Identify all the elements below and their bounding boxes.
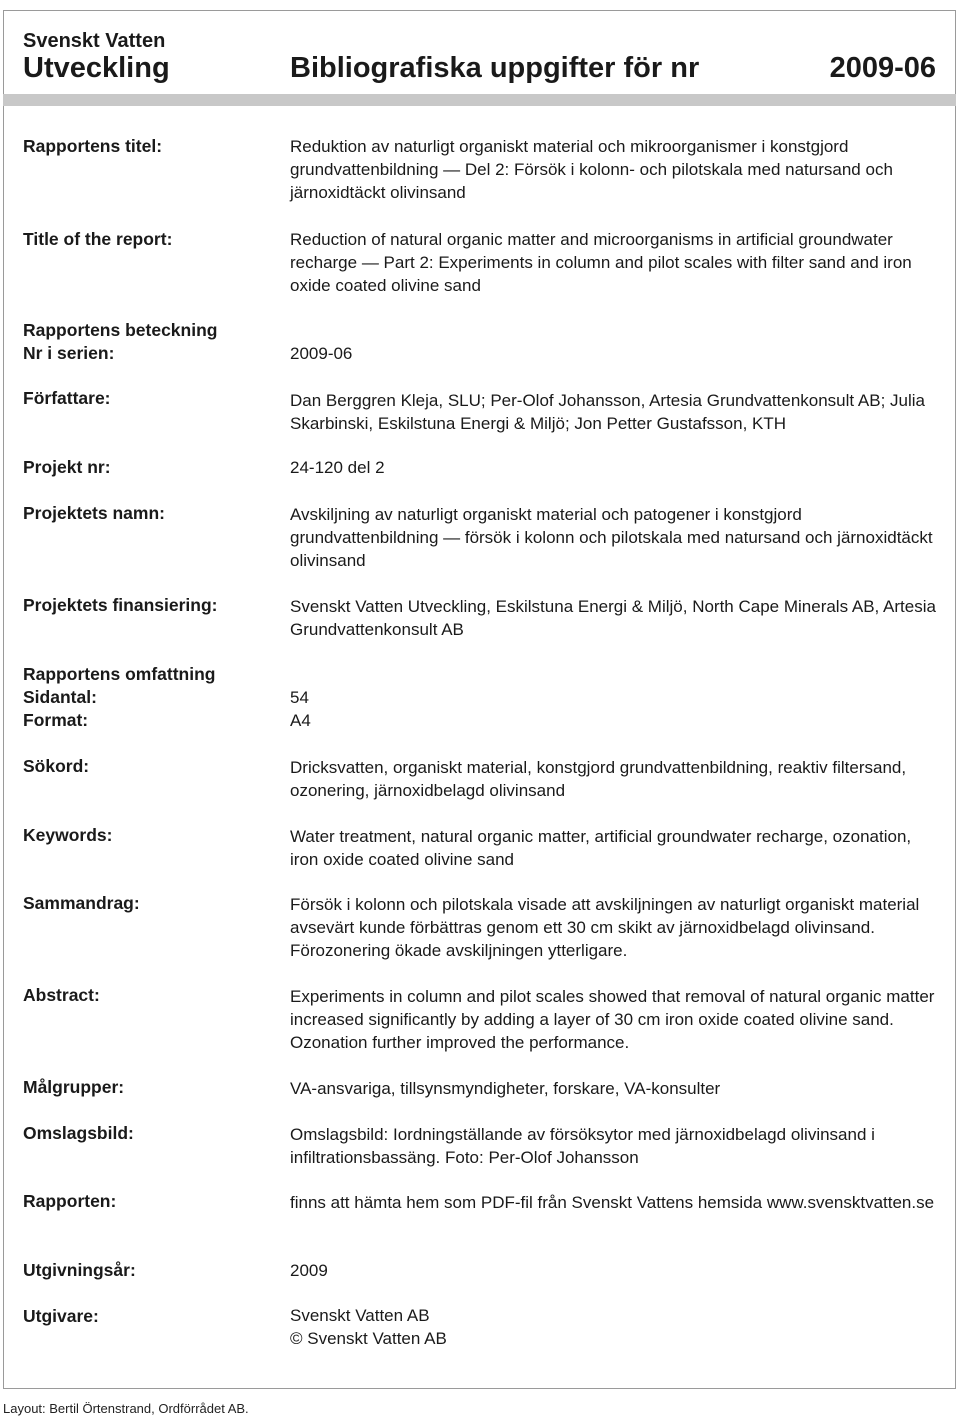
format-label: Format:: [23, 710, 89, 730]
malgrupper-value: VA-ansvariga, tillsynsmyndigheter, forskare, VA-konsulter: [290, 1079, 721, 1098]
format-value: A4: [290, 711, 311, 730]
sidantal-value: 54: [290, 688, 309, 707]
abstract-value: Experiments in column and pilot scales showed that removal of natural organic matter increased significantly by adding a layer of 30 cm iron oxide coated olivine sand. Ozonation further improved the performance.: [290, 987, 935, 1052]
rapportens-titel-value: Reduktion av naturligt organiskt material och mikroorganismer i konstgjord grundvattenbildning — Del 2: Försök i kolonn- och pilotskala med natursand och järnoxidtäckt olivinsand: [290, 137, 893, 202]
forfattare-label: Författare:: [23, 388, 111, 408]
nr-i-serien-value: 2009-06: [290, 344, 353, 363]
forfattare-value: Dan Berggren Kleja, SLU; Per-Olof Johansson, Artesia Grundvattenkonsult AB; Julia Skarbinski, Eskilstuna Energi & Miljö; Jon Petter Gustafsson, KTH: [290, 391, 926, 433]
rapporten-value: finns att hämta hem som PDF-fil från Svenskt Vattens hemsida www.svensktvatten.se: [290, 1193, 935, 1212]
projektets-namn-value: Avskiljning av naturligt organiskt material och patogener i konstgjord grundvattenbildning — försök i kolonn och pilotskala med natursand och järnoxidtäckt olivinsand: [290, 505, 933, 570]
page-frame: [3, 10, 956, 1389]
omfattning-heading: Rapportens omfattning: [23, 664, 216, 684]
malgrupper-label: Målgrupper:: [23, 1077, 125, 1097]
page-title: Bibliografiska uppgifter för nr: [290, 52, 700, 84]
sidantal-label: Sidantal:: [23, 687, 97, 707]
projektets-namn-label: Projektets namn:: [23, 503, 165, 523]
series-name: Utveckling: [23, 52, 170, 84]
brand-name: Svenskt Vatten: [23, 30, 166, 52]
omslagsbild-value: Omslagsbild: Iordningställande av försöksytor med järnoxidbelagd olivinsand i infiltrationsbassäng. Foto: Per-Olof Johansson: [290, 1125, 875, 1167]
sokord-label: Sökord:: [23, 756, 90, 776]
finansiering-label: Projektets finansiering:: [23, 595, 218, 615]
rapportens-titel-label: Rapportens titel:: [23, 136, 163, 156]
title-of-report-label: Title of the report:: [23, 229, 173, 249]
title-of-report-value: Reduction of natural organic matter and microorganisms in artificial groundwater recharge — Part 2: Experiments in column and pilot scales with filter sand and iron oxide coated olivine sand: [290, 230, 912, 295]
report-number: 2009-06: [829, 52, 936, 84]
sammandrag-label: Sammandrag:: [23, 893, 140, 913]
nr-i-serien-label: Nr i serien:: [23, 343, 115, 363]
sokord-value: Dricksvatten, organiskt material, konstgjord grundvattenbildning, reaktiv filtersand, ozonering, järnoxidbelagd olivinsand: [290, 758, 907, 800]
layout-credit: Layout: Bertil Örtenstrand, Ordförrådet AB.: [3, 1401, 249, 1416]
beteckning-heading: Rapportens beteckning: [23, 320, 218, 340]
abstract-label: Abstract:: [23, 985, 100, 1005]
header-rule: [3, 94, 956, 106]
utgivningsar-value: 2009: [290, 1261, 328, 1280]
omslagsbild-label: Omslagsbild:: [23, 1123, 134, 1143]
utgivningsar-label: Utgivningsår:: [23, 1260, 136, 1280]
utgivare-line2: © Svenskt Vatten AB: [290, 1329, 447, 1348]
projekt-nr-value: 24-120 del 2: [290, 458, 385, 477]
sammandrag-value: Försök i kolonn och pilotskala visade att avskiljningen av naturligt organiskt material avsevärt kunde förbättras genom ett 30 cm skikt av järnoxidbelagd olivinsand. Förozonering ökade avskiljningen ytterligare.: [290, 895, 920, 960]
projekt-nr-label: Projekt nr:: [23, 457, 111, 477]
finansiering-value: Svenskt Vatten Utveckling, Eskilstuna Energi & Miljö, North Cape Minerals AB, Artesia Grundvattenkonsult AB: [290, 597, 936, 639]
utgivare-label: Utgivare:: [23, 1306, 99, 1326]
keywords-value: Water treatment, natural organic matter, artificial groundwater recharge, ozonation, iron oxide coated olivine sand: [290, 827, 912, 869]
rapporten-label: Rapporten:: [23, 1191, 117, 1211]
keywords-label: Keywords:: [23, 825, 113, 845]
utgivare-line1: Svenskt Vatten AB: [290, 1306, 430, 1325]
